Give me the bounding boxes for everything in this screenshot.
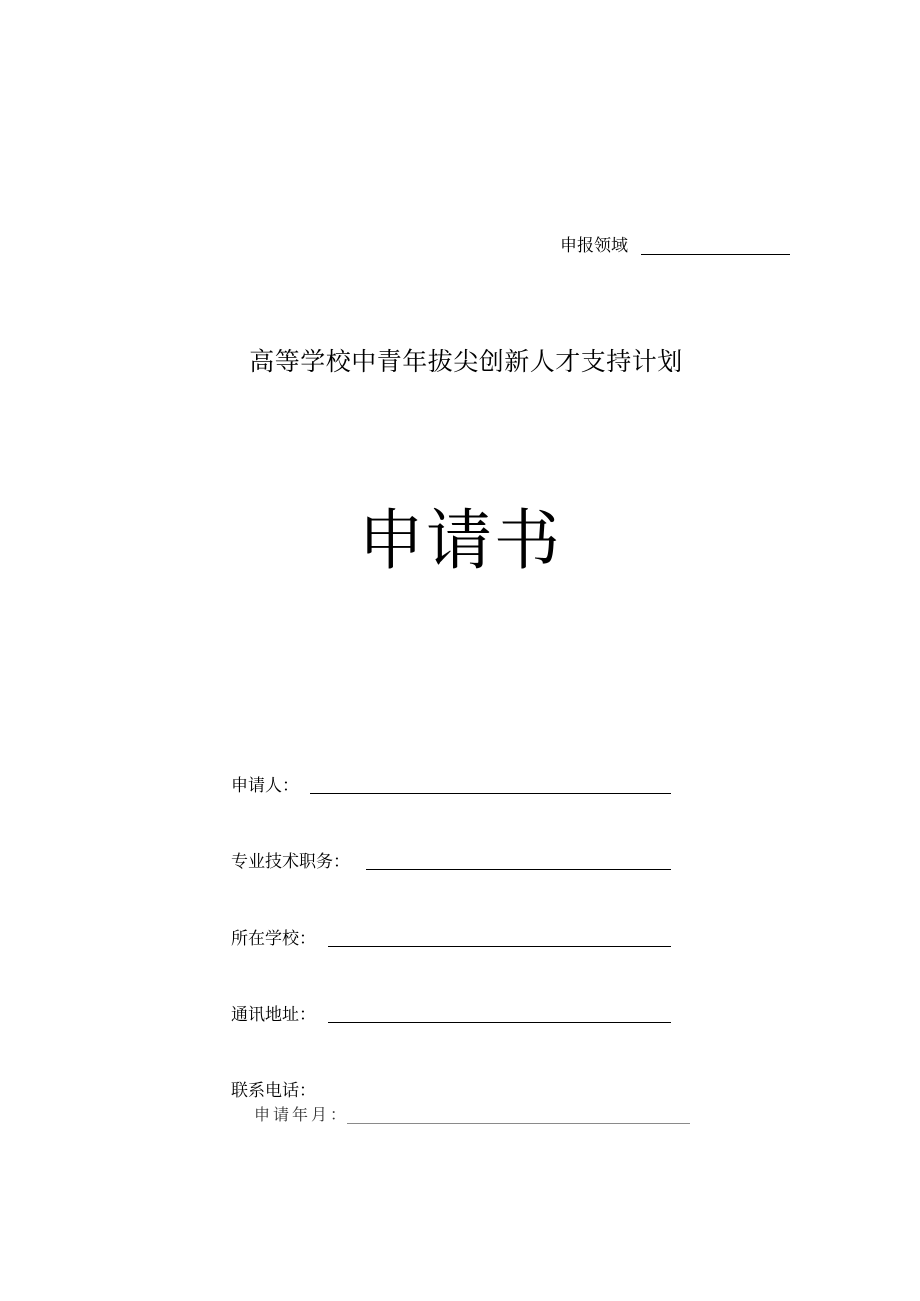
phone-label: 联系电话：: [231, 1081, 316, 1101]
school-label: 所在学校：: [231, 929, 316, 949]
program-title: 高等学校中青年拔尖创新人才支持计划: [249, 347, 683, 376]
application-date-label: 申请年月：: [254, 1105, 350, 1124]
school-blank-line[interactable]: [328, 946, 671, 947]
professional-title-blank-line[interactable]: [366, 869, 671, 870]
professional-title-label: 专业技术职务：: [231, 852, 350, 872]
document-title: 申请书: [358, 502, 562, 579]
applicant-label: 申请人：: [231, 776, 299, 796]
address-blank-line[interactable]: [328, 1022, 671, 1023]
address-label: 通讯地址：: [231, 1005, 316, 1025]
applicant-blank-line[interactable]: [310, 793, 671, 794]
field-label: 申报领域: [560, 236, 628, 256]
field-blank-line[interactable]: [641, 254, 790, 255]
application-date-blank-line[interactable]: [347, 1123, 690, 1124]
